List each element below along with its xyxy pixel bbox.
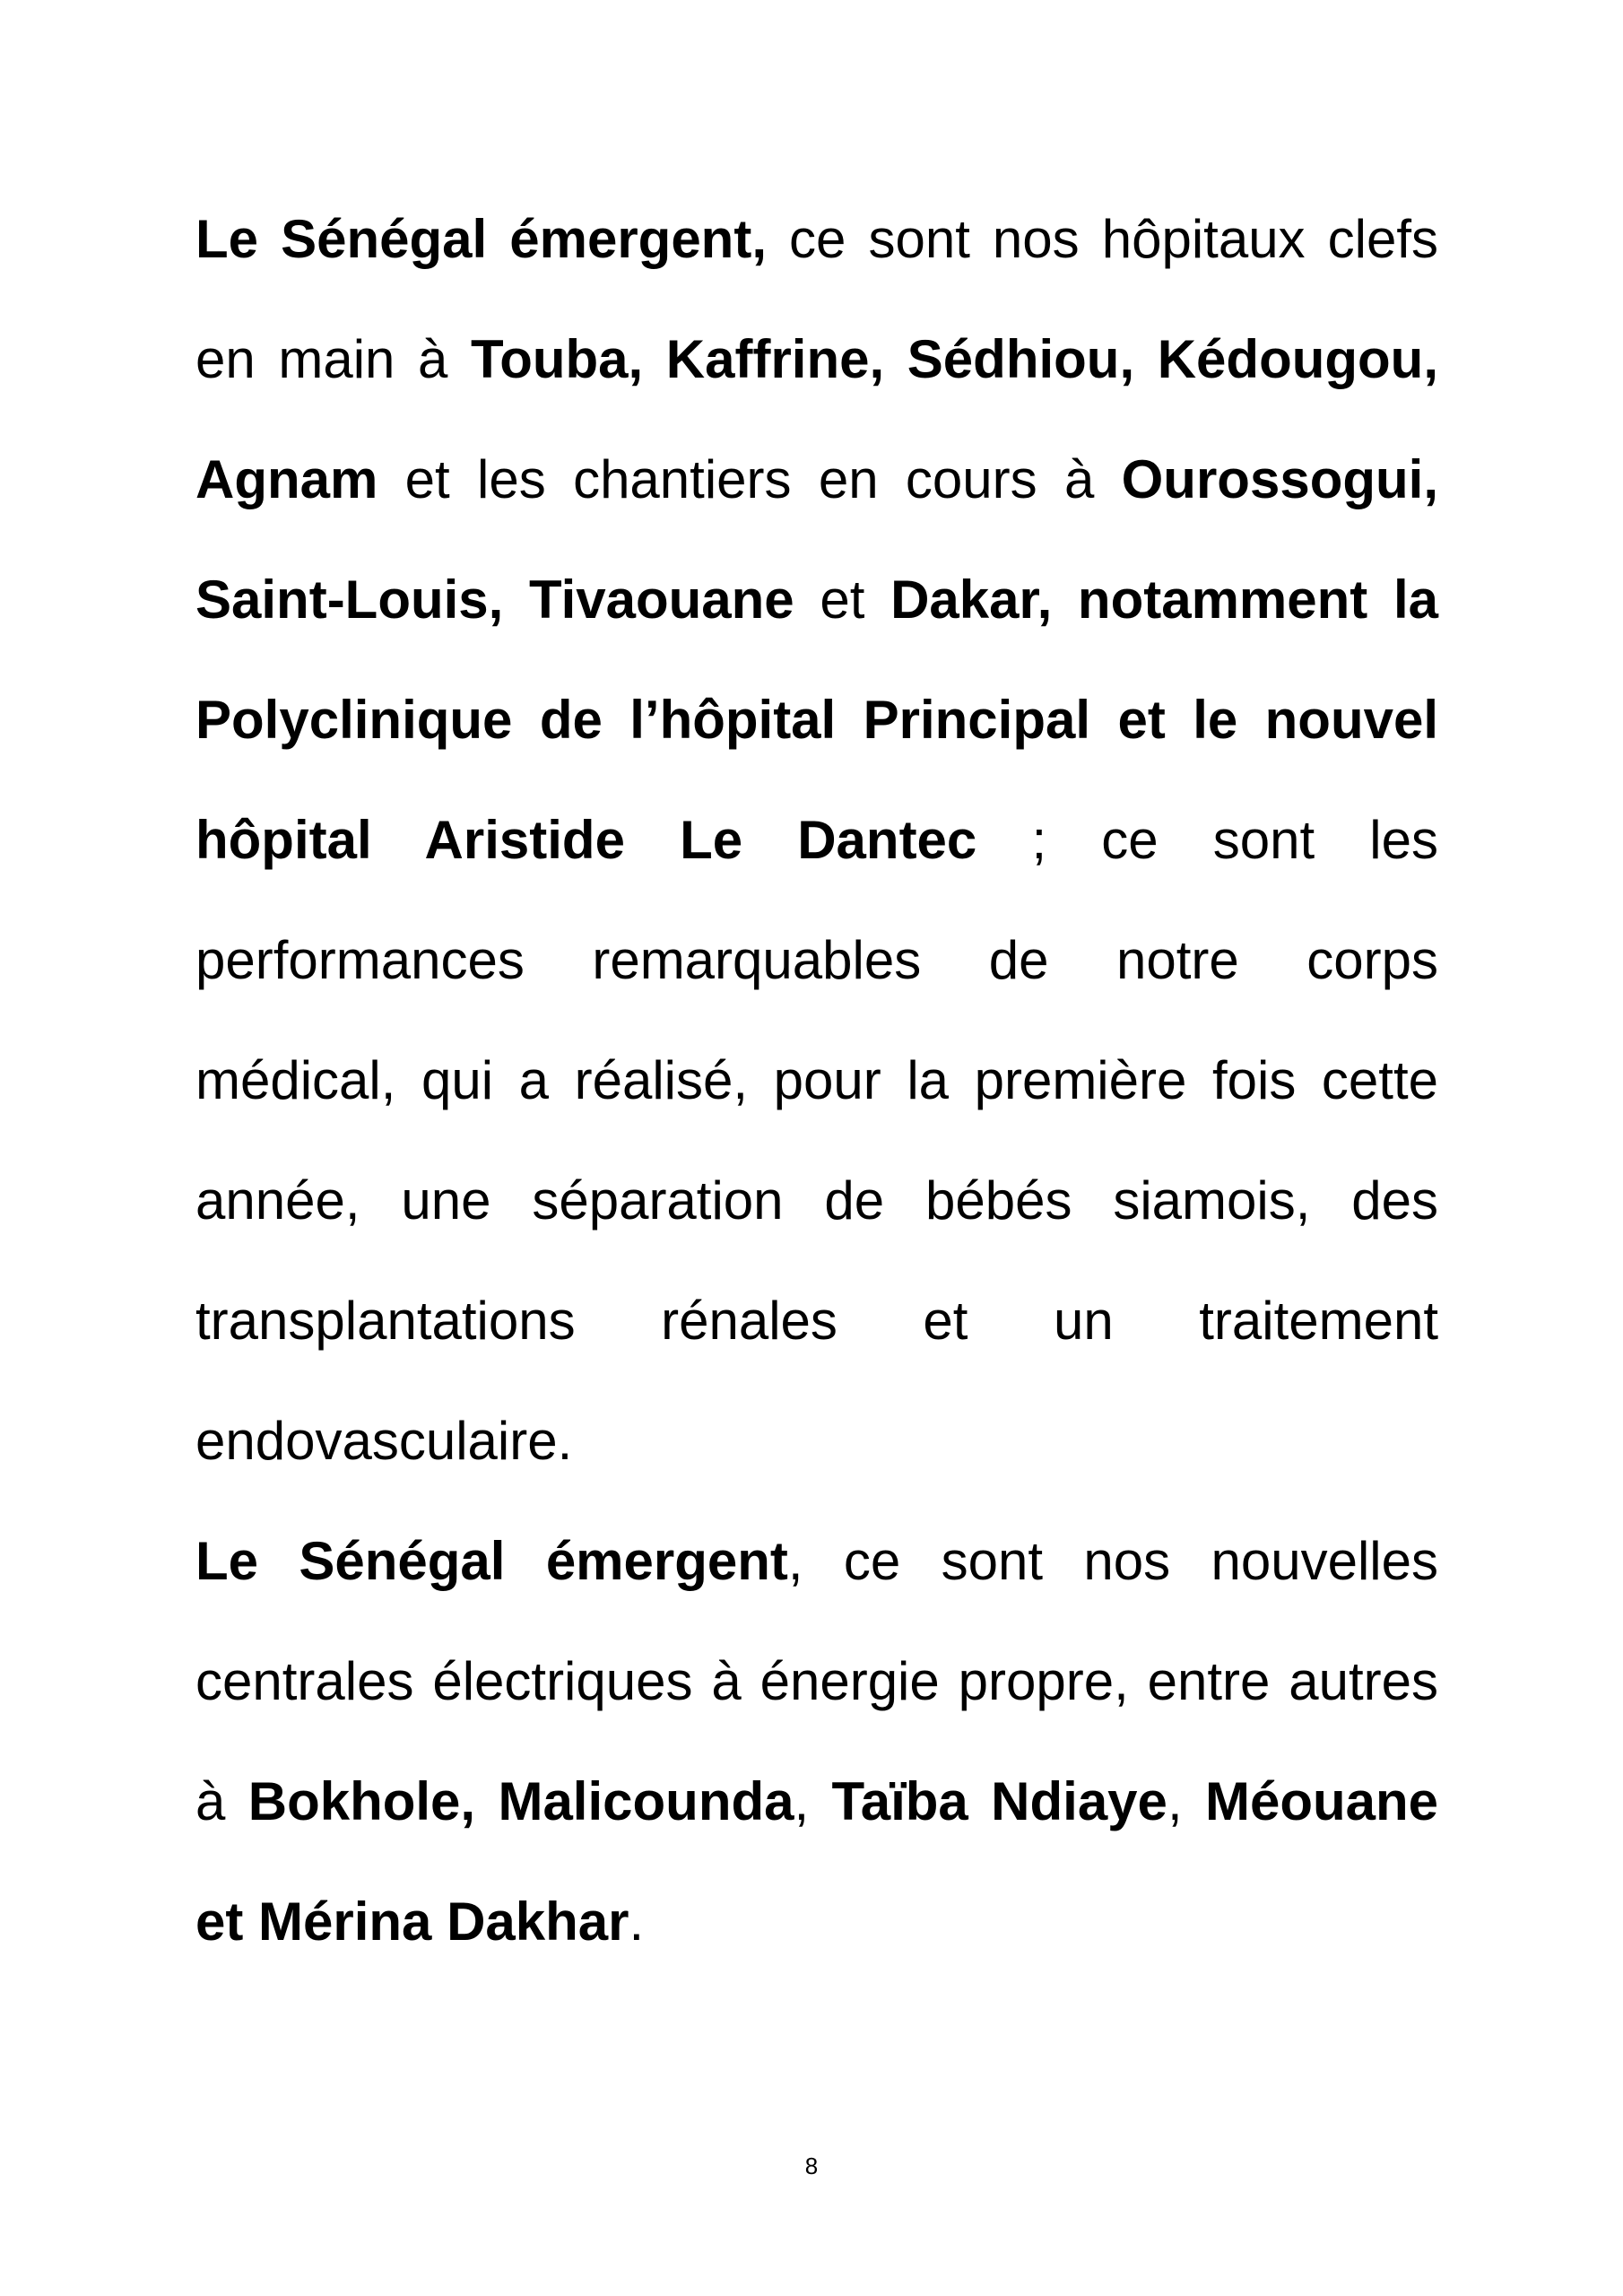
- text-segment: ,: [794, 1771, 832, 1831]
- page-number: 8: [804, 2152, 819, 2179]
- text-segment-bold: Le Sénégal émergent,: [195, 209, 767, 269]
- text-segment-bold: Dakar, notamment la Polyclinique de l’hôpital Principal et le nouvel hôpital Aristide Le Dantec: [195, 570, 1438, 870]
- text-segment: .: [629, 1892, 645, 1952]
- text-segment: et les chantiers en cours à: [378, 449, 1122, 509]
- text-segment: ; ce sont les performances remarquables de notre corps médical, qui a réalisé, pour la première fois cette année, une séparation de bébés siamois, des transplantations rénales et un traitement endovasculaire.: [195, 810, 1439, 1471]
- text-segment-bold: Bokhole, Malicounda: [247, 1771, 794, 1831]
- paragraph-hospitals: [195, 179, 1438, 1501]
- text-segment: , ce sont nos nouvelles centrales électriques à énergie propre, entre autres à: [195, 1531, 1438, 1831]
- text-segment: ,: [1167, 1771, 1205, 1831]
- text-segment: ce sont nos hôpitaux clefs en main à: [195, 209, 1438, 389]
- paragraph-power-plants: [195, 1501, 1438, 1982]
- text-segment-bold: Ourossogui, Saint-Louis, Tivaouane: [195, 449, 1438, 630]
- text-segment-bold: Taïba Ndiaye: [831, 1771, 1167, 1831]
- body-text: [195, 179, 1438, 1982]
- text-segment-bold: Le Sénégal émergent: [195, 1531, 788, 1591]
- text-segment-bold: Touba, Kaffrine, Sédhiou, Kédougou, Agnam: [195, 329, 1438, 509]
- text-segment-bold: Méouane et Mérina Dakhar: [195, 1771, 1439, 1952]
- text-segment: et: [794, 570, 891, 630]
